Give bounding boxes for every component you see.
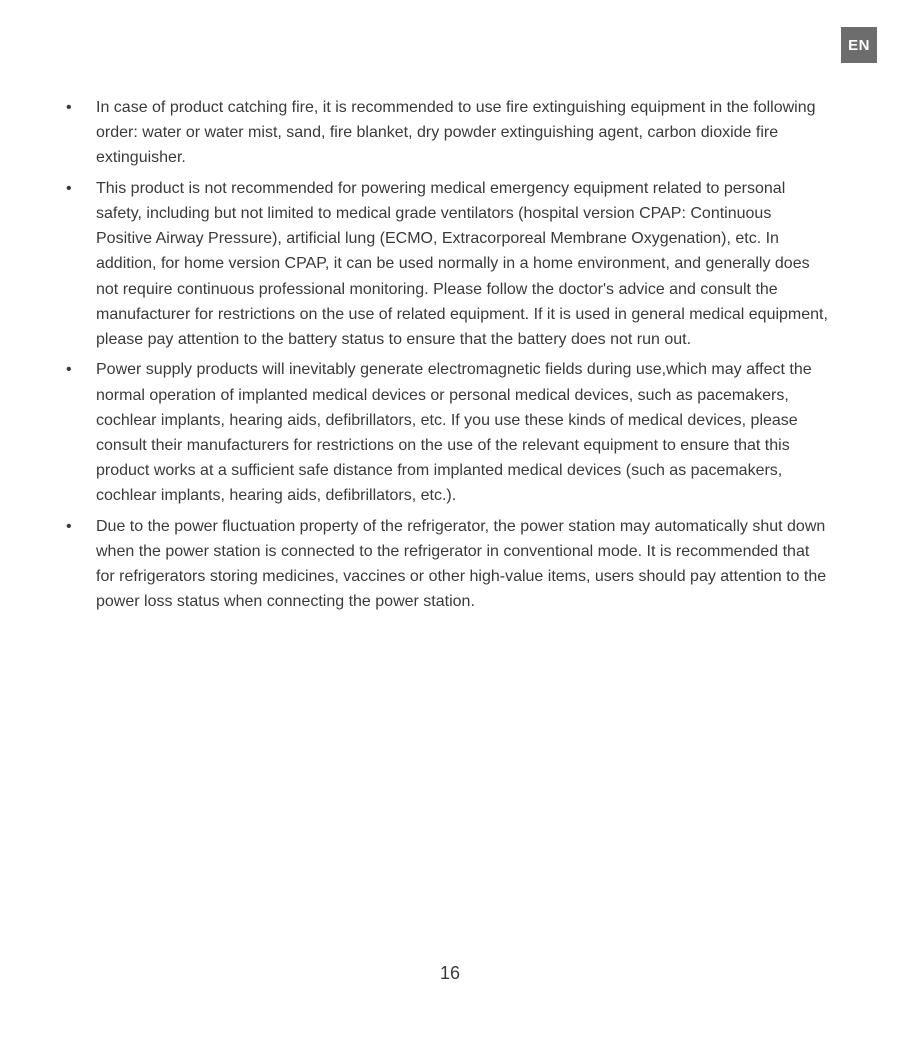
note-text: Due to the power fluctuation property of the refrigerator, the power station may automatically shut down when the power station is connected to the refrigerator in conventional mode. It is recommended that for refrigerators storing medicines, vaccines or other high-value items, users should pay attention to the power loss status when connecting the power station. [96,517,827,611]
page-number: 16 [439,963,461,983]
bullet-icon: • [66,361,72,379]
list-item [60,95,830,171]
bullet-icon: • [66,179,72,197]
safety-notes-section [60,95,830,620]
bullet-icon: • [66,99,72,116]
safety-notes-list [60,95,830,615]
language-badge: EN [841,27,877,63]
bullet-icon: • [66,517,72,535]
note-text: This product is not recommended for powering medical emergency equipment related to personal safety, including but not limited to medical grade ventilators (hospital version CPAP: Continuous Positive Airway Pressure), artificial lung (ECMO, Extracorporeal Membrane Oxygenation), etc. In addition, for home version CPAP, it can be used normally in a home environment, and generally does not require continuous professional monitoring. Please follow the doctor's advice and consult the manufacturer for restrictions on the use of related equipment. If it is used in general medical equipment, please pay attention to the battery status to ensure that the battery does not run out. [96,179,828,349]
list-item [60,514,830,615]
list-item [60,357,830,508]
note-text: In case of product catching fire, it is recommended to use fire extinguishing equipment in the following order: water or water mist, sand, fire blanket, dry powder extinguishing agent, carbon dioxide fire extinguisher. [96,99,816,167]
note-text: Power supply products will inevitably generate electromagnetic fields during use,which may affect the normal operation of implanted medical devices or personal medical devices, such as pacemakers, cochlear implants, hearing aids, defibrillators, etc. If you use these kinds of medical devices, please consult their manufacturers for restrictions on the use of the relevant equipment to ensure that this product works at a sufficient safe distance from implanted medical devices (such as pacemakers, cochlear implants, hearing aids, defibrillators, etc.). [96,361,812,505]
list-item [60,176,830,352]
